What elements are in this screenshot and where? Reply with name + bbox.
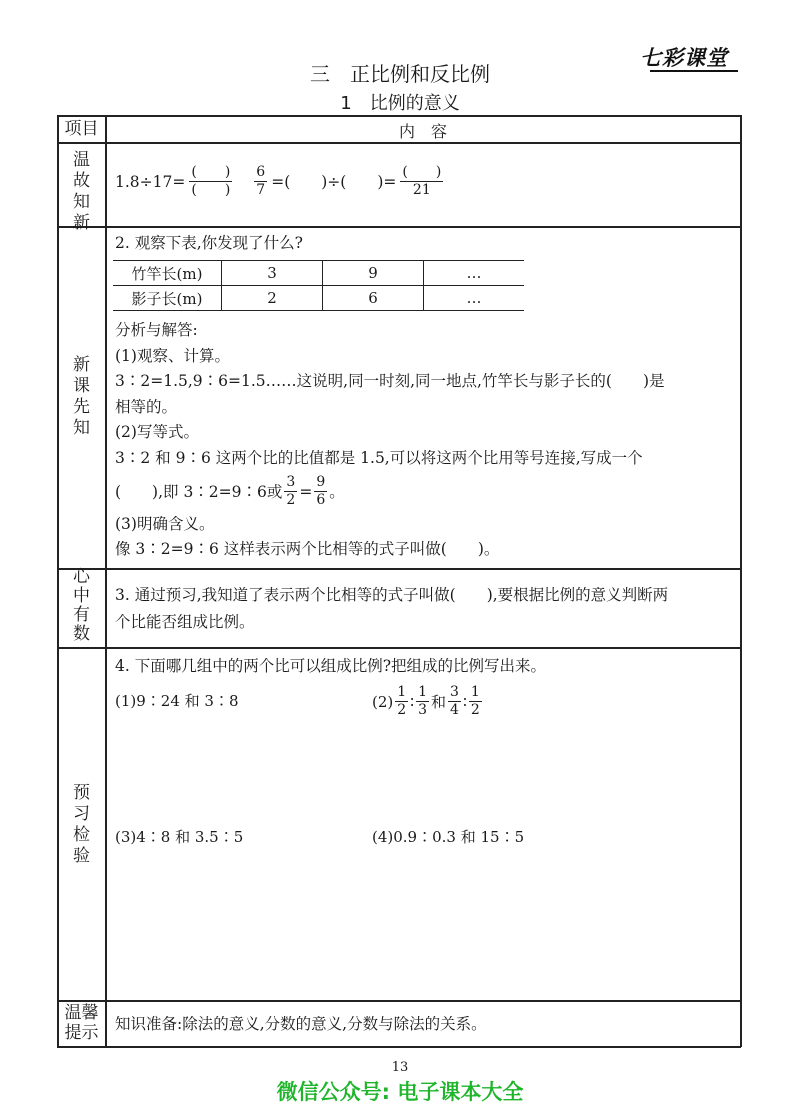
check-item-1: (1)9∶24 和 3∶8 [115, 692, 239, 710]
grid-line-header [57, 142, 741, 144]
table-row [113, 286, 524, 311]
check-item-4: (4)0.9∶0.3 和 15∶5 [372, 828, 525, 846]
grid-line-new [57, 568, 741, 570]
tip-text: 知识准备:除法的意义,分数的意义,分数与除法的关系。 [115, 1015, 487, 1033]
mind-text: 3. 通过预习,我知道了表示两个比相等的式子叫做( ),要根据比例的意义判断两 个比能否组成比例。 [115, 586, 669, 631]
table-cell: 影子长(m) [113, 286, 222, 311]
mind-label: 心中有数 [73, 567, 90, 644]
header-content-label: 内 容 [398, 122, 447, 141]
fraction-blank: $\frac{( )}{( )}$ [191, 164, 231, 198]
page-number: 13 [391, 1060, 409, 1075]
fraction-over-21: $\frac{( )}{21}$ [402, 164, 442, 198]
grid-line-right [740, 115, 742, 1047]
meaning-block: (3)明确含义。 像 3∶2=9∶6 这样表示两个比相等的式子叫做( )。 [115, 515, 500, 558]
grid-line-mind [57, 647, 741, 649]
watermark: 微信公众号: 电子课本大全 [276, 1080, 524, 1104]
table-cell: 2 [222, 286, 323, 311]
grid-line-top [57, 115, 741, 117]
table-row [113, 261, 524, 286]
check-question: 4. 下面哪几组中的两个比可以组成比例?把组成的比例写出来。 [115, 657, 547, 675]
table-cell: 6 [323, 286, 424, 311]
fraction-6-7: $\frac{6}{7}$ [256, 164, 266, 198]
review-label: 温故知新 [73, 150, 90, 233]
bamboo-shadow-table [113, 260, 524, 311]
grid-line-review [57, 226, 741, 228]
grid-line-bottom [57, 1046, 741, 1048]
check-label: 预习检验 [73, 783, 90, 866]
fraction-9-6: $\frac{9}{6}$ [316, 474, 326, 508]
new-lesson-label: 新课先知 [73, 355, 90, 438]
new-lesson-question: 2. 观察下表,你发现了什么? [115, 234, 303, 252]
table-cell: 9 [323, 261, 424, 286]
table-cell: 3 [222, 261, 323, 286]
analysis-block: 分析与解答: (1)观察、计算。 3∶2=1.5,9∶6=1.5……这说明,同一时刻,同一地点,竹竿长与影子长的( )是 相等的。 (2)写等式。 3∶2 和 9∶6 这两个比的比值都是 1.5,可以将这两个比用等号连接,写成一个 [115, 321, 665, 467]
equation-line: ( ),即 3∶2=9∶6或 $\frac{3}{2}$ = $\frac{9}{6}$ 。 [115, 474, 345, 508]
check-item-3: (3)4∶8 和 3.5∶5 [115, 828, 244, 846]
grid-line-check [57, 1000, 741, 1002]
chapter-title: 三 正比例和反比例 [310, 62, 490, 86]
grid-line-divider [105, 115, 107, 1047]
table-cell: 竹竿长(m) [113, 261, 222, 286]
header-item-label: 项目 [64, 119, 99, 139]
review-question: 1.8÷17= $\frac{( )}{( )}$ $\frac{6}{7}$ =( )÷( )= $\frac{( )}{21}$ [115, 164, 442, 198]
fraction-3-2: $\frac{3}{2}$ [286, 474, 296, 508]
table-cell: … [424, 261, 525, 286]
check-item-2: (2) $\frac{1}{2}$ ∶ $\frac{1}{3}$ 和 $\frac{3}{4}$ ∶ $\frac{1}{2}$ [372, 684, 480, 718]
tip-label: 温馨 提示 [64, 1003, 99, 1043]
brand-logo: 七彩课堂 [640, 46, 728, 70]
lesson-title: 1 比例的意义 [340, 93, 460, 114]
table-cell: … [424, 286, 525, 311]
